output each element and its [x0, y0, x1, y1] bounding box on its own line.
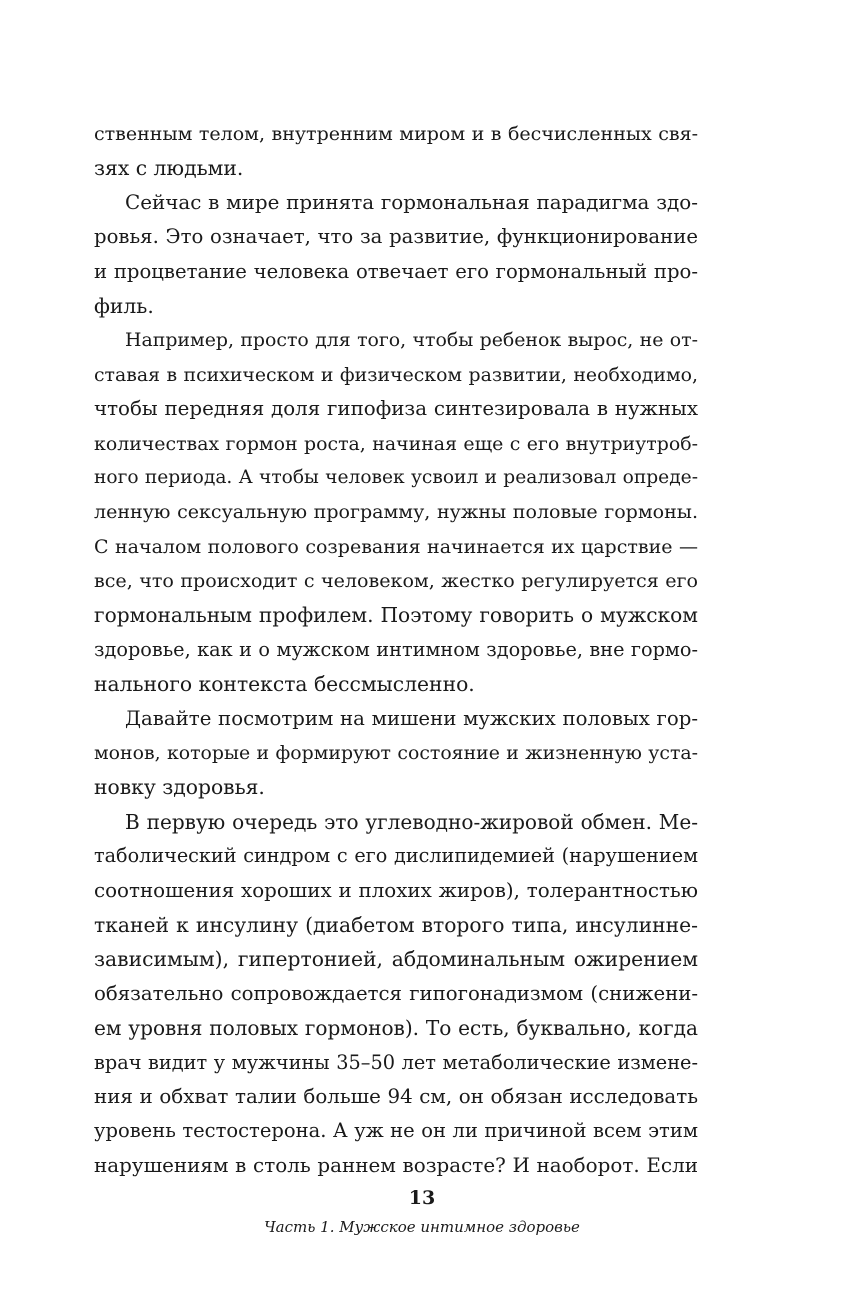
body-text	[94, 117, 698, 1183]
text-line: гормональным профилем. Поэтому говорить о мужском	[94, 603, 698, 628]
page-number: 13	[408, 1187, 436, 1209]
text-line: новку здоровья.	[94, 775, 265, 800]
text-line: монов, которые и формируют состояние и жизненную уста-	[94, 742, 698, 765]
text-line: ставая в психическом и физическом развитии, необходимо,	[94, 363, 698, 386]
text-line: уровень тестостерона. А уж не он ли причиной всем этим	[94, 1119, 698, 1143]
text-line: ем уровня половых гормонов). То есть, буквально, когда	[94, 1016, 698, 1041]
text-line: С началом полового созревания начинается их царствие —	[94, 535, 698, 558]
text-line: ного периода. А чтобы человек усвоил и реализовал опреде-	[94, 466, 698, 488]
text-line: Давайте посмотрим на мишени мужских половых гор-	[125, 706, 698, 730]
text-line: чтобы передняя доля гипофиза синтезировала в нужных	[94, 397, 698, 421]
text-line: здоровье, как и о мужском интимном здоровье, вне гормо-	[94, 637, 698, 661]
text-line: все, что происходит с человеком, жестко регулируется его	[94, 570, 698, 593]
text-line: нарушениям в столь раннем возрасте? И наоборот. Если	[94, 1153, 698, 1177]
text-line: зависимым), гипертонией, абдоминальным ожирением	[94, 947, 698, 972]
text-line: ственным телом, внутренним миром и в бесчисленных свя-	[94, 123, 698, 145]
text-line: тканей к инсулину (диабетом второго типа, инсулинне-	[94, 912, 698, 937]
text-line: ленную сексуальную программу, нужны половые гормоны.	[94, 501, 698, 524]
text-line: и процветание человека отвечает его гормональный про-	[94, 259, 698, 283]
text-line: соотношения хороших и плохих жиров), толерантностью	[94, 878, 698, 902]
running-footer: Часть 1. Мужское интимное здоровье	[264, 1218, 580, 1236]
text-line: В первую очередь это углеводно-жировой обмен. Ме-	[125, 809, 698, 834]
text-line: зях с людьми.	[94, 156, 244, 181]
text-line: нального контекста бессмысленно.	[94, 672, 475, 697]
text-line: количествах гормон роста, начиная еще с его внутриутроб-	[94, 432, 698, 455]
text-line: таболический синдром с его дислипидемией (нарушением	[94, 844, 698, 868]
text-line: обязательно сопровождается гипогонадизмом (снижени-	[94, 981, 698, 1005]
text-line: ния и обхват талии больше 94 см, он обязан исследовать	[94, 1084, 698, 1108]
text-line: Например, просто для того, чтобы ребенок вырос, не от-	[125, 329, 698, 352]
text-line: врач видит у мужчины 35–50 лет метаболические измене-	[94, 1050, 698, 1074]
text-line: Сейчас в мире принята гормональная парадигма здо-	[125, 190, 698, 214]
text-line: филь.	[94, 293, 154, 318]
text-line: ровья. Это означает, что за развитие, функционирование	[94, 225, 698, 249]
